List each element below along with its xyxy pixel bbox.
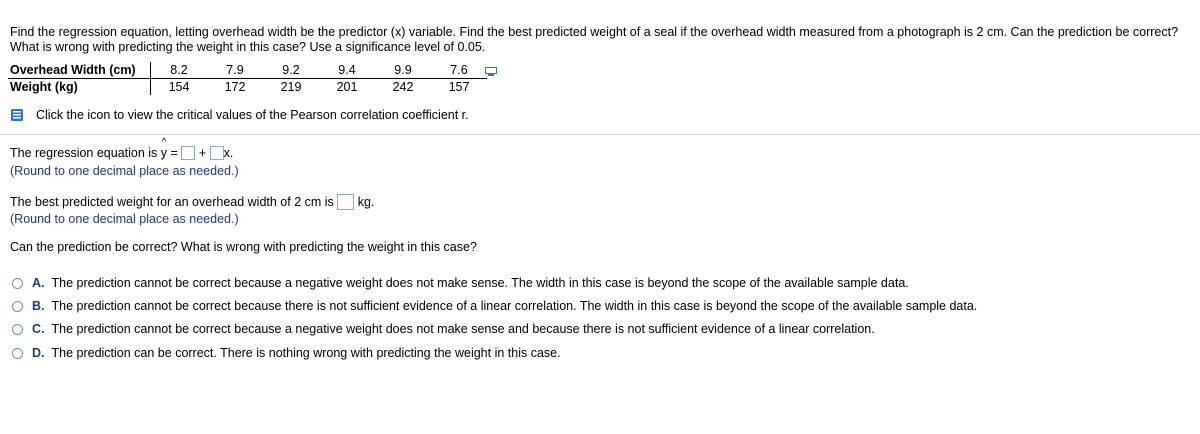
- y-hat: ^ y: [160, 137, 168, 160]
- rounding-hint: (Round to one decimal place as needed.): [10, 212, 239, 226]
- option-c[interactable]: C. The prediction cannot be correct because a negative weight does not make sense and because there is not sufficient evidence of a linear correlation.: [12, 322, 875, 337]
- option-d[interactable]: D. The prediction can be correct. There is nothing wrong with predicting the weight in this case.: [12, 346, 561, 361]
- row-label-weight: Weight (kg): [8, 79, 151, 96]
- regression-line: [10, 137, 234, 160]
- regression-prefix: The regression equation is: [10, 146, 158, 160]
- table-cell: 157: [448, 80, 470, 94]
- table-cell: 172: [224, 80, 246, 94]
- table-cell: 9.9: [375, 62, 431, 79]
- rounding-hint: (Round to one decimal place as needed.): [10, 164, 239, 178]
- table-cell: 9.2: [263, 62, 319, 79]
- prediction-line: [10, 194, 374, 210]
- data-table: [8, 62, 487, 95]
- unit-label: kg.: [357, 195, 375, 209]
- option-b[interactable]: B. The prediction cannot be correct because there is not sufficient evidence of a linear correlation. The width in this case is beyond the scope of the available sample data.: [12, 299, 977, 314]
- radio-button[interactable]: [12, 348, 23, 359]
- table-row: [8, 79, 487, 96]
- radio-button[interactable]: [12, 278, 23, 289]
- table-cell: 201: [336, 80, 358, 94]
- table-cell: 9.4: [319, 62, 375, 79]
- radio-button[interactable]: [12, 301, 23, 312]
- plus-sign: +: [198, 146, 207, 160]
- table-cell: 7.9: [207, 62, 263, 79]
- slope-input[interactable]: [210, 146, 224, 160]
- table-cell: 7.6: [431, 62, 487, 79]
- intercept-input[interactable]: [181, 146, 195, 160]
- table-cell: 154: [168, 80, 190, 94]
- equals-sign: =: [170, 146, 178, 160]
- book-icon[interactable]: [10, 108, 24, 122]
- table-row: [8, 62, 487, 79]
- prediction-input[interactable]: [337, 194, 354, 210]
- x-suffix: x.: [223, 146, 234, 160]
- prediction-prefix: The best predicted weight for an overhead width of 2 cm is: [10, 195, 334, 209]
- copy-data-icon[interactable]: [485, 66, 497, 76]
- table-cell: 8.2: [151, 62, 208, 79]
- option-a[interactable]: A. The prediction cannot be correct because a negative weight does not make sense. The width in this case is beyond the scope of the available sample data.: [12, 276, 909, 291]
- critical-values-link[interactable]: Click the icon to view the critical values of the Pearson correlation coefficient r.: [36, 108, 469, 122]
- table-cell: 219: [280, 80, 302, 94]
- divider: [0, 134, 1200, 135]
- question-text: Find the regression equation, letting overhead width be the predictor (x) variable. Find the best predicted weight of a seal if the overhead width measured from a photograph is 2 cm. Can the prediction be correct? What is wrong with predicting the weight in this case? Use a significance level of 0.05.: [10, 25, 1179, 54]
- row-label-width: Overhead Width (cm): [8, 62, 151, 79]
- radio-button[interactable]: [12, 324, 23, 335]
- follow-up-question: Can the prediction be correct? What is wrong with predicting the weight in this case?: [10, 240, 477, 254]
- table-cell: 242: [392, 80, 414, 94]
